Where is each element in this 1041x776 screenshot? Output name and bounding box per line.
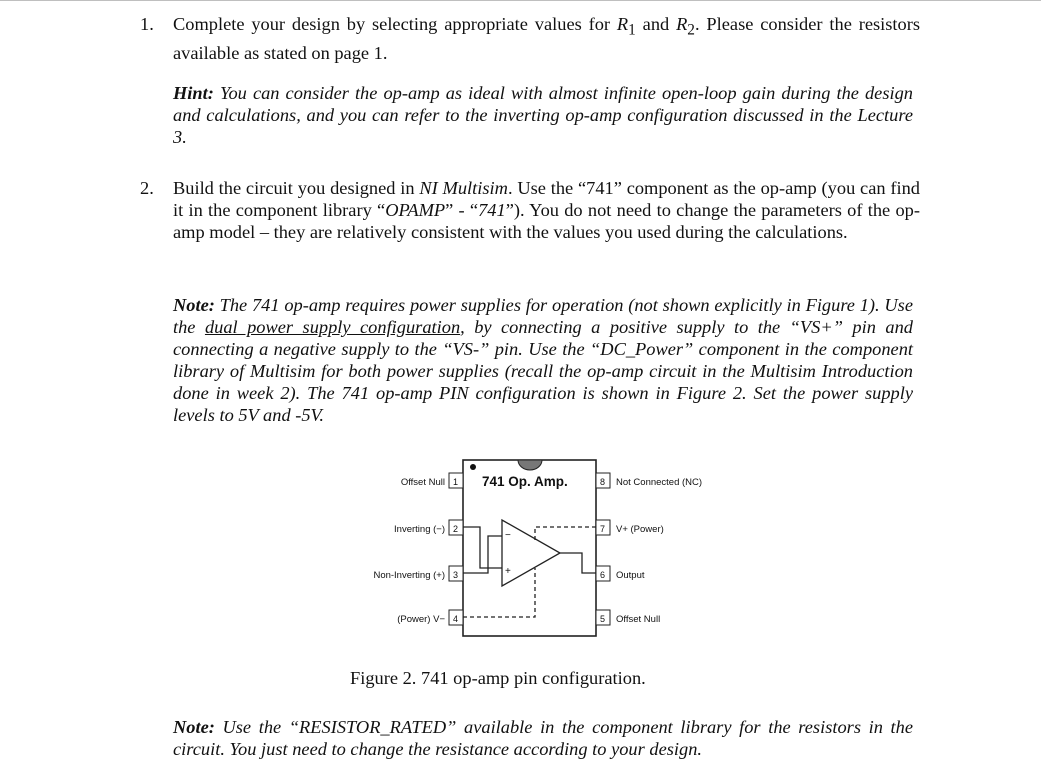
pin-label-4: (Power) V− — [397, 614, 445, 625]
pin-label-5: Offset Null — [616, 614, 661, 625]
pin-label-6: Output — [616, 570, 645, 581]
figure-caption: Figure 2. 741 op-amp pin configuration. — [350, 668, 646, 688]
hint-paragraph: Hint: You can consider the op-amp as ideal with almost infinite open-loop gain during the design and calculations, and you can refer to the inverting op-amp configuration discussed in the Lecture 3. — [173, 83, 913, 147]
ic-title: 741 Op. Amp. — [482, 474, 568, 489]
dual-power-link: dual power supply configuration — [204, 317, 461, 337]
op-amp-pin-diagram — [330, 458, 750, 640]
item-number: 2. — [140, 178, 154, 198]
inverting-sign: − — [505, 530, 511, 541]
pin-label-7: V+ (Power) — [616, 524, 664, 535]
note-label: Note: — [173, 295, 215, 315]
r2-symbol: R — [676, 14, 688, 34]
hint-label: Hint: — [173, 83, 214, 103]
pin-label-8: Not Connected (NC) — [616, 477, 703, 488]
pin-number-5: 5 — [600, 614, 606, 624]
page-top-border — [0, 0, 1041, 1]
list-item-1 — [140, 13, 920, 64]
r1-symbol: R — [616, 14, 629, 34]
pin-label-3: Non-Inverting (+) — [373, 570, 445, 581]
list-item-2 — [140, 177, 920, 243]
pin-label-1: Offset Null — [400, 477, 445, 488]
pin-number-3: 3 — [453, 570, 459, 580]
pin-number-6: 6 — [600, 570, 606, 580]
pin-number-2: 2 — [453, 524, 459, 534]
pin-label-2: Inverting (−) — [394, 524, 445, 535]
pin-number-7: 7 — [600, 524, 606, 534]
pin-number-8: 8 — [600, 477, 606, 487]
pin-number-4: 4 — [453, 614, 459, 624]
pin1-dot — [470, 464, 476, 470]
item-2-text: Build the circuit you designed in NI Multisim. Use the “741” component as the op-amp (you can find it in the component library “OPAMP” - “741”). You do not need to change the parameters of the op-amp model – they are relatively consistent with the values you used during the calculations. — [173, 178, 920, 242]
note-label: Note: — [173, 717, 215, 737]
non-inverting-sign: + — [505, 566, 511, 577]
item-1-text: Complete your design by selecting appropriate values for $R_1$ and $R_2$. Please consider the resistors available as stated on page 1. — [173, 14, 920, 63]
pin-number-1: 1 — [453, 477, 459, 487]
note-2-paragraph: Note: Use the “RESISTOR_RATED” available in the component library for the resistors in the circuit. You just need to change the resistance according to your design. — [173, 717, 913, 759]
note-paragraph: Note: The 741 op-amp requires power supplies for operation (not shown explicitly in Figure 1). Use the dual power supply configuration, by connecting a positive supply to the “VS+” pin and connecting a negative supply to the “VS-” pin. Use the “DC_Power” component in the component library of Multisim for both power supplies (recall the op-amp circuit in the Multisim Introduction done in week 2). The 741 op-amp PIN configuration is shown in Figure 2. Set the power supply levels to 5V and -5V. — [173, 295, 913, 425]
item-number: 1. — [140, 14, 154, 34]
